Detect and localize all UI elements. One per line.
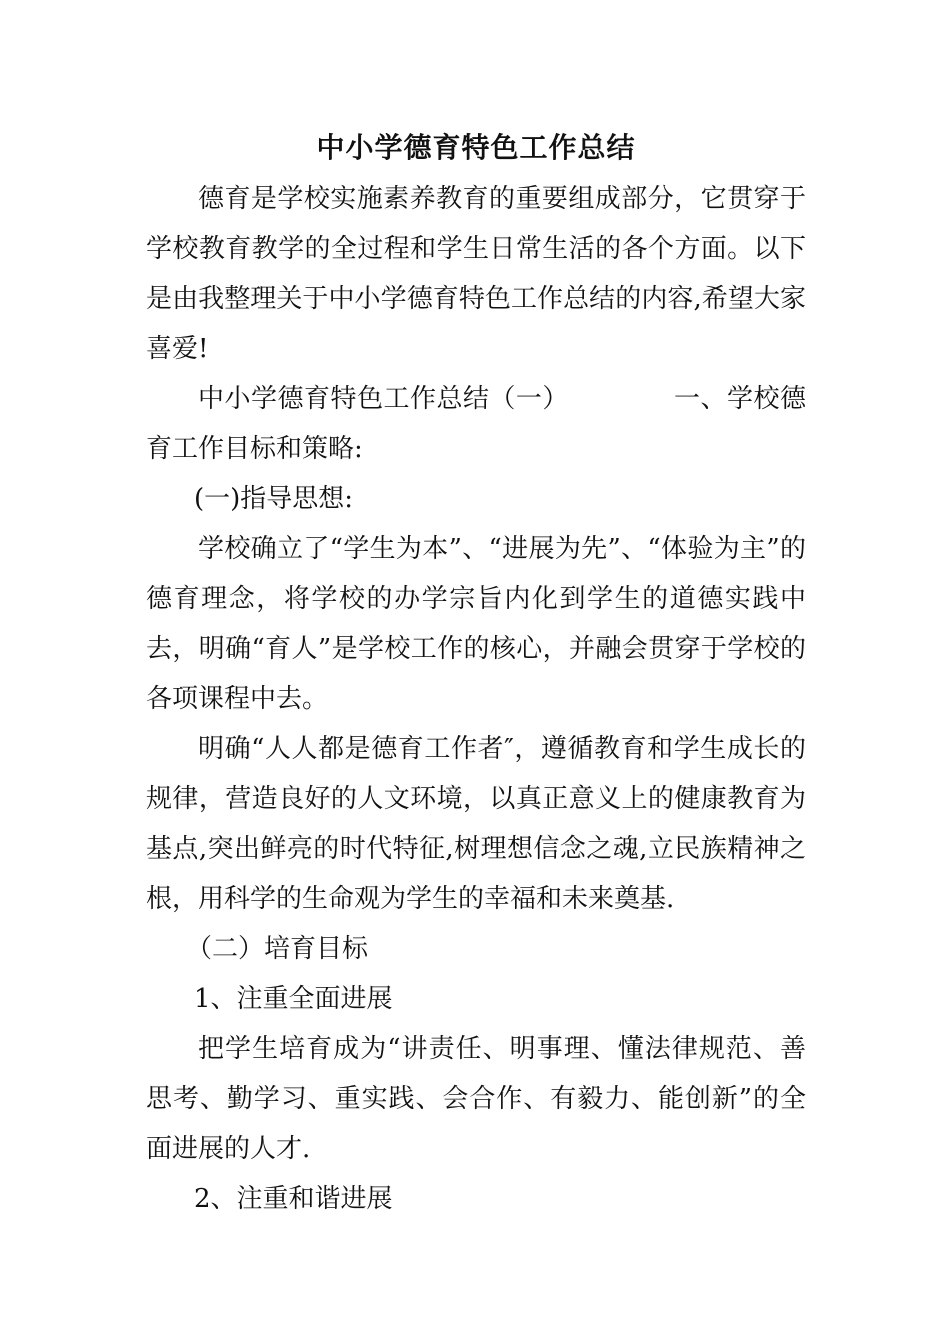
list-item-heading: 2、注重和谐进展 bbox=[194, 1184, 393, 1214]
document-title: 中小学德育特色工作总结 bbox=[316, 131, 636, 164]
subheading-training-goal: （二）培育目标 bbox=[186, 934, 369, 964]
intro-paragraph: 德育是学校实施素养教育的重要组成部分，它贯穿于学校教育教学的全过程和学生日常生活的各个方面。以下是由我整理关于中小学德育特色工作总结的内容,希望大家喜爱! bbox=[146, 184, 806, 364]
list-item-heading: 1、注重全面进展 bbox=[194, 984, 393, 1014]
section-heading-paragraph: 中小学德育特色工作总结（一） 一、学校德育工作目标和策略: bbox=[146, 384, 806, 464]
subheading-guiding-thought: (一)指导思想: bbox=[194, 484, 354, 514]
body-paragraph: 明确“人人都是德育工作者″，遵循教育和学生成长的规律，营造良好的人文环境，以真正意义上的健康教育为基点,突出鲜亮的时代特征,树理想信念之魂,立民族精神之根，用科学的生命观为学生的幸福和未来奠基. bbox=[146, 734, 806, 914]
body-paragraph: 把学生培育成为“讲责任、明事理、懂法律规范、善思考、勤学习、重实践、会合作、有毅力、能创新”的全面进展的人才. bbox=[146, 1034, 806, 1164]
document-body bbox=[146, 128, 806, 1224]
body-paragraph: 学校确立了“学生为本”、“进展为先”、“体验为主”的德育理念，将学校的办学宗旨内化到学生的道德实践中去，明确“育人”是学校工作的核心，并融会贯穿于学校的各项课程中去。 bbox=[146, 534, 806, 714]
